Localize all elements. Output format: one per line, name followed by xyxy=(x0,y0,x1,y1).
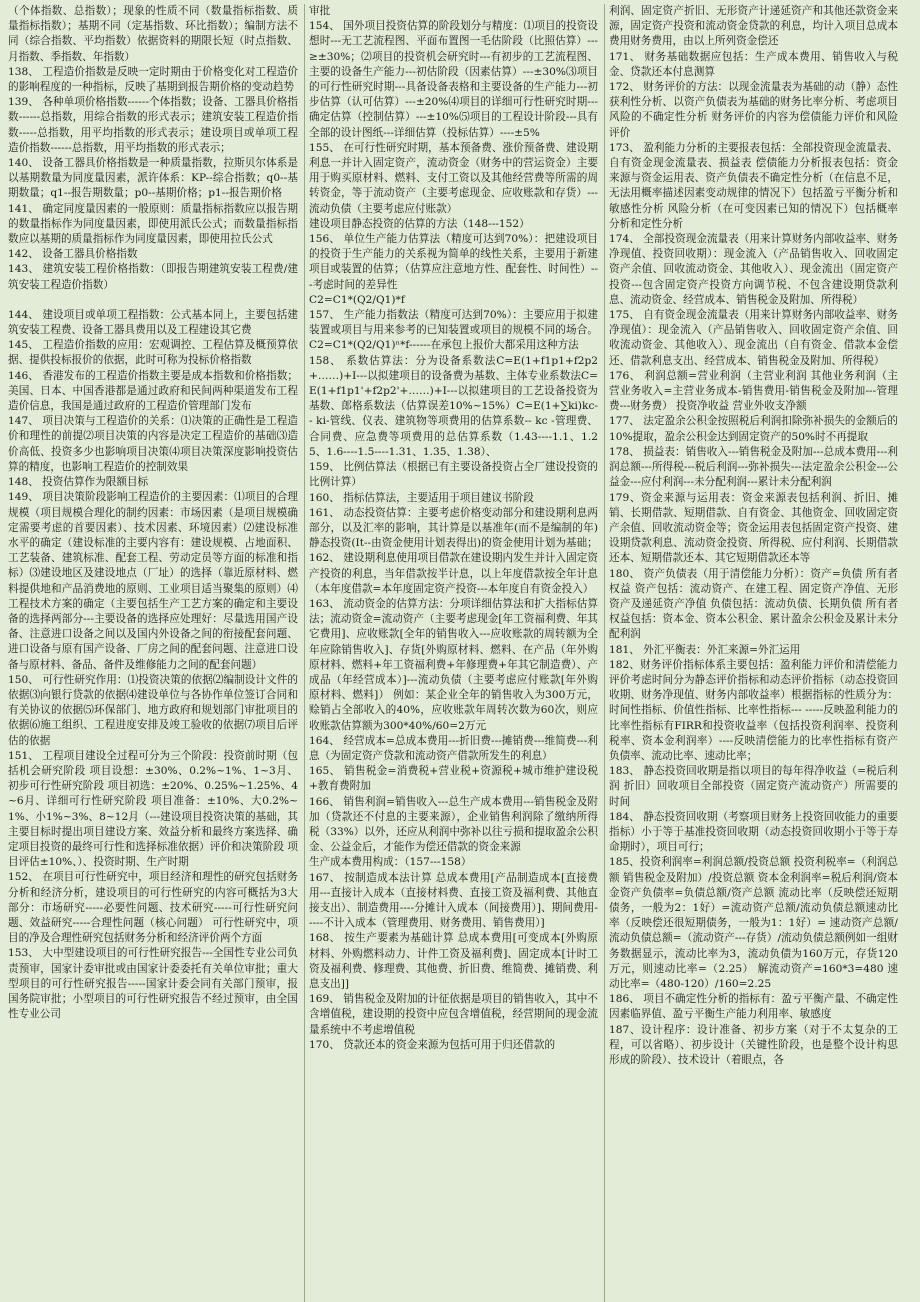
paragraph: 152、 在项目可行性研究中，项目经济和理性的研究包括财务分析和经济分析，建设项目的可行性研究的内容可概括为3大部分：市场研究-----必要性问题、技术研究-----可行性研究问题、效益研究-----合理性问题（核心问题） 可行性研究中，项目的净及合理性研究包括财务分析和经济评价两个方面 xyxy=(8,871,298,945)
paragraph: 173、 盈利能力分析的主要报表包括：全部投资现金流量表、自有资金现金流量表、损益表 偿债能力分析报表包括：资金来源与资金运用表、资产负债表不确定性分析（在信息不足，无法用概率描述因素变动规律的情况下）包括盈亏平衡分析和敏感性分析 风险分析（在可变因素已知的情况下）包括概率分析和定性分析 xyxy=(609,141,898,230)
paragraph: 145、 工程造价指数的应用：宏观调控、工程估算及概预算依据、提供投标报价的依据，此时可称为投标价格指数 xyxy=(8,339,298,367)
paragraph: 181、 外汇平衡表：外汇来源=外汇运用 xyxy=(609,643,801,656)
paragraph: 166、 销售利润=销售收入---总生产成本费用---销售税金及附加（贷款还不付息的主要来源），企业销售利润除了缴纳所得税（33%）以外，还应从利润中弥补以往亏损和提取盈余公积金、公益金后，才能作为偿还借款的资金来源 xyxy=(309,795,598,854)
paragraph: 186、 项目不确定性分析的指标有：盈亏平衡产量、不确定性因素临界值、盈亏平衡生产能力利用率、敏感度 xyxy=(609,993,898,1021)
paragraph: 177、 法定盈余公积金按照税后利润扣除弥补损失的金额后的10%提取，盈余公积金达到固定资产的50%时不再提取 xyxy=(609,415,898,443)
paragraph: 176、 利润总额=营业利润（主营业利润 其他业务利润（主营业务收入=主营业务成本-销售费用-销售税金及附加---管理费---财务费） 投资净收益 营业外收支净额 xyxy=(609,369,898,413)
paragraph: 142、 设备工器具价格指数 xyxy=(8,248,138,261)
paragraph xyxy=(8,293,298,308)
paragraph: 162、 建设期利息使用项目借款在建设期内发生并计入固定资产投资的利息，当年借款按半计息，以上年度借款按全年计息（本年度借款=本年度固定资产投资---本年度自有资金投入） xyxy=(309,552,598,595)
paragraph: 143、 建筑安装工程价格指数：（即报告期建筑安装工程费/建筑安装工程造价指数） xyxy=(8,263,298,291)
paragraph: 159、 比例估算法（根据已有主要设备投资占全厂建设投资的比例计算） xyxy=(309,461,598,489)
paragraph: 172、 财务评价的方法：以现金流量表为基础的动（静）态性获利性分析、以资产负债表为基础的财务比率分析、考虑项目风险的不确定性分析 财务评价的内容为偿债能力评价和风险评价 xyxy=(609,81,898,139)
paragraph: 175、 自有资金现金流量表（用来计算财务内部收益率、财务净现值）：现金流入（产品销售收入、回收固定资产余值、回收流动资金、其他收入）、现金流出（自有资金、借款本金偿还、借款利息支出、经营成本、销售税金及附加、所得税） xyxy=(609,309,898,367)
paragraph: 185、投资利润率=利润总额/投资总额 投资利税率=（利润总额 销售税金及附加）/投资总额 资本金利润率=税后利润/资本金资产负债率=负债总额/资产总额 流动比率（反映偿还短期债务，一般为2：1好）=流动资产总额/流动负债总额速动比率（反映偿还很短期债务，一般为1：1好）= 速动资产总额/流动负债总额=（流动资产---存货）/流动负债总额例如一组财务数据显示，流动比率为3，流动负债为160万元，存货120万元，则速动比率=（2.25） 解流动资产=160*3=480 速动比率=（480-120）/160=2.25 xyxy=(609,856,898,990)
paragraph: 138、 工程造价指数是反映一定时期由于价格变化对工程造价的影响程度的一种指标，反映了基期到报告期价格的变动趋势 xyxy=(8,65,298,94)
paragraph: 利润、固定资产折旧、无形资产计递延资产和其他还款资金来源，固定资产投资和流动资金贷款的利息，均计入项目总成本费用财务费用，由以上所列资金偿还 xyxy=(609,5,898,48)
paragraph: 审批 xyxy=(309,5,331,17)
paragraph: 171、 财务基础数据应包括：生产成本费用、销售收入与税金、贷款还本付息测算 xyxy=(609,50,898,78)
paragraph: 生产成本费用构成：（157---158） xyxy=(309,856,472,869)
paragraph: 169、 销售税金及附加的计征依据是项目的销售收入，其中不含增值税，建设期的投资中应包含增值税，经营期间的现金流量系统中不考虑增值税 xyxy=(309,993,598,1036)
paragraph: 141、 确定同度量因素的一般原则：质量指标指数应以报告期的数量指标作为同度量因素，即使用派氏公式；而数量指标指数应以基期的质量指标作为同度量因素，即使用拉氏公式 xyxy=(8,202,298,246)
paragraph: （个体指数、总指数）；现象的性质不同（数量指标指数、质量指标指数）；基期不同（定基指数、环比指数）；编制方法不同（综合指数、平均指数）依据资料的期限长短（时点指数、月指数、季指数、年指数） xyxy=(8,5,298,63)
paragraph: 167、 按制造成本法计算 总成本费用[产品制造成本[直接费用---直接计入成本（直接材料费、直接工资及福利费、其他直接支出）、制造费用----分摊计入成本（间接费用）]、期间费用-----不计入成本（管理费用、财务费用、销售费用）] xyxy=(309,871,598,930)
paragraph: 建设项目静态投资的估算的方法（148---152） xyxy=(309,217,530,230)
text-column-right xyxy=(604,4,904,1302)
paragraph: 153、 大中型建设项目的可行性研究报告---全国性专业公司负责预审，国家计委审批或由国家计委委托有关单位审批；重大型项目的可行性研究报告-----国家计委会同有关部门预审，报国务院审批；小型项目的可行性研究报告不经过预审，由全国性专业公司 xyxy=(8,947,298,1021)
paragraph: 157、 生产能力指数法（精度可达到70%）：主要应用于拟建装置或项目与用来参考的已知装置或项目的规模不同的场合。C2=C1*(Q2/Q1)ⁿ*f------在承包上报价大都采用这种方法 xyxy=(309,309,598,352)
paragraph: 165、 销售税金=消费税+营业税+资源税+城市维护建设税+教育费附加 xyxy=(309,765,598,793)
paragraph: 147、 项目决策与工程造价的关系：⑴决策的正确性是工程造价和理性的前提⑵项目决策的内容是决定工程造价的基础⑶造价高低、投资多少也影响项目决策⑷项目决策深度影响投资估算的精度，也影响工程造价的控制效果 xyxy=(8,415,298,473)
paragraph: 156、 单位生产能力估算法（精度可达到70%）：把建设项目的投资于生产能力的关系视为简单的线性关系，主要用于新建项目或装置的估算；（估算应注意地方性、配套性、时间性）---考虑时间的差异性 xyxy=(309,233,598,291)
paragraph: 155、 在可行性研究时期，基本预备费、涨价预备费、建设期利息一并计入固定资产，流动资金（财务中的营运资金）主要用于购买原材料、燃料、支付工资以及其他经营费等所需的周转资金，等于流动资产（主要考虑现金、应收账款和存货）---流动负债（主要考虑应付账款） xyxy=(309,141,598,215)
paragraph: 139、 各种单项价格指数------个体指数；设备、工器具价格指数------总指数，用综合指数的形式表示；建筑安装工程造价指数-----总指数，用平均指数的形式表示；建设项目或单项工程造价指数------总指数，用平均指数的形式表示； xyxy=(8,96,298,154)
paragraph: 161、 动态投资估算：主要考虑价格变动部分和建设期利息两部分，以及汇率的影响，其计算是以基准年(而不是编制的年)静态投资(It--由资金使用计划表得出)的资金使用计划为基础； xyxy=(309,506,598,550)
paragraph: 148、 投资估算作为限额目标 xyxy=(8,476,149,489)
paragraph: 187、设计程序：设计准备、初步方案（对于不太复杂的工程，可以省略）、初步设计（关键性阶段，也是整个设计构思形成的阶段）、技术设计（着眼点，各 xyxy=(609,1023,898,1067)
paragraph: 178、 损益表：销售收入---销售税金及附加---总成本费用---利润总额---所得税---税后利润---弥补损失---法定盈余公积金---公益金---应付利润---未分配利润---累计未分配利润 xyxy=(609,445,898,489)
paragraph: 158、 系数估算法：分为设备系数法C=E(1+f1p1+f2p2+……)+I---以拟建项目的设备费为基数、主体专业系数法C=E(1+f1p1'+f2p2'+……)+I---以拟建项目的工艺设备投资为基数、郎格系数法（估算误差10%~15%）C=E(1+∑ki)kc-- ki-管线、仪表、建筑物等项费用的估算系数-- kc -管理费、合同费、应急费等项费用的总估算系数（1.43----1.1、1.25、1.6----1.5----1.31、1.35、1.38）、 xyxy=(309,354,598,458)
paragraph: 180、 资产负债表（用于清偿能力分析）：资产=负债 所有者权益 资产包括：流动资产、在建工程、固定资产净值、无形资产及递延资产净值 负债包括：流动负债、长期负债 所有者权益包括：资本金、资本公积金、累计盈余公积金及累计未分配利润 xyxy=(609,567,898,641)
paragraph: 182、财务评价指标体系主要包括：盈利能力评价和清偿能力评价考虑时间分为静态评价指标和动态评价指标（动态投资回收期、财务净现值、财务内部收益率）根据指标的性质分为：时间性指标、价值性指标、比率性指标--- -----反映盈利能力的比率性指标有FIRR和投资收益率（包括投资利润率、投资利税率、资本金利润率）----反映清偿能力的比率性指标有资产负债率、流动比率、速动比率； xyxy=(609,658,898,762)
paragraph: 179、资金来源与运用表：资金来源表包括利润、折旧、摊销、长期借款、短期借款、自有资金、其他资金、回收固定资产余值、回收流动资金等；资金运用表包括固定资产投资、建设期贷款利息、流动资金投资、所得税、应付利润、长期借款还本、短期借款还本、其它短期借款还本等 xyxy=(609,491,898,565)
paragraph: 144、 建设项目或单项工程指数：公式基本同上，主要包括建筑安装工程费、设备工器具费用以及工程建设其它费 xyxy=(8,308,298,337)
paragraph: 146、 香港发布的工程造价指数主要是成本指数和价格指数；美国、日本、中国香港都是通过政府和民间两种渠道发布工程造价信息，我国是通过政府的工程造价管理部门发布 xyxy=(8,369,298,413)
paragraph: 151、 工程项目建设全过程可分为三个阶段：投资前时期（包括机会研究阶段 项目设想：±30%、0.2%~1%、1~3月、初步可行性研究阶段 项目初选：±20%、0.25%~1.25%、4~6月、详细可行性研究阶段 项目准备：±10%、大0.2%~1%、小1%~3%、8~12月（---建设项目投资决策的基础，其主要目标时提出项目建设方案、效益分析和最终方案选择、确定项目投资的最终可行性和选择标准依据）评价和决策阶段 项目评估±10%、）、投资时期、生产时期 xyxy=(8,749,298,869)
paragraph: 163、 流动资金的估算方法：分项详细估算法和扩大指标估算法；流动资金=流动资产（主要考虑现金[年工资福利费、年其它费用]、应收账款[全年的销售收入---应收账款的周转额为全年应除销售收入]、存货[外购原材料、燃料、在产品（年外购原材料、燃料+年工资福利费+年修理费+年其它制造费）、产成品（年经营成本）]---流动负债（主要考虑应付账款[年外购原材料、燃料]） 例如：某企业全年的销售收入为300万元，赊销占全部收入的40%，应收账款年周转次数为60次，则应收账款估算额为300*40%/60=2万元 xyxy=(309,597,598,732)
text-column-left xyxy=(4,4,304,1302)
paragraph: 149、 项目决策阶段影响工程造价的主要因素：⑴项目的合理规模（项目规模合理化的制约因素：市场因素（是项目规模确定需要考虑的首要因素）、技术因素、环境因素）⑵建设标准水平的确定（建设标准的主要内容有：建设规模、占地面积、工艺装备、建筑标准、配套工程、劳动定员等方面的标准和指标）⑶建设地区及建设地点（厂址）的选择（靠近原材料、燃料提供地和产品消费地的原则、工业项目适当聚集的原则）⑷工程技术方案的确定（主要包括生产工艺方案的确定和主要设备的选择两部分---主要设备的选择应处理好：尽量选用国产设备、注意进口设备之间以及国内外设备之间的衔接配套问题、进口设备与原有国产设备、厂房之间的配套问题、注意进口设备与原材料、备品、备件及维修能力之间的配套问题） xyxy=(8,491,298,671)
paragraph: 184、 静态投资回收期（考察项目财务上投资回收能力的重要指标）小于等于基准投资回收期（动态投资回收期小于等于寿命期时），项目可行； xyxy=(609,810,898,854)
text-column-middle xyxy=(304,4,604,1302)
paragraph: 150、 可行性研究作用：⑴投资决策的依据⑵编制设计文件的依据⑶向银行贷款的依据⑷建设单位与各协作单位签订合同和有关协议的依据⑸环保部门、地方政府和规划部门审批项目的依据⑹施工组织、工程进度安排及竣工验收的依据⑺项目后评估的依据 xyxy=(8,673,298,747)
paragraph: 154、 国外项目投资估算的阶段划分与精度：⑴项目的投资设想时---无工艺流程图、平面布置图一毛估阶段（比照估算）---≥±30%；⑵项目的投资机会研究时---有初步的工艺流程图、主要的设备生产能力---初估阶段（因素估算）---±30%⑶项目的可行性研究时期---具备设备表格和主要设备的生产能力---初步估算（认可估算）---±20%⑷项目的详细可行性研究时期---确定估算（控制估算）---±10%⑸项目的工程设计阶段---具有全部的设计图纸---详细估算（投标估算）----±5% xyxy=(309,20,598,139)
paragraph: 170、 贷款还本的资金来源为包括可用于归还借款的 xyxy=(309,1038,556,1051)
paragraph: C2=C1*(Q2/Q1)*f xyxy=(309,293,405,306)
paragraph: 160、 指标估算法，主要适用于项目建议书阶段 xyxy=(309,491,534,504)
paragraph: 140、 设备工器具价格指数是一种质量指数，拉斯贝尔体系是以基期数量为同度量因素，派许体系：KP--综合指数；q0--基期数量；q1--报告期数量；p0--基期价格；p1--报告期价格 xyxy=(8,157,298,200)
paragraph: 164、 经营成本=总成本费用---折旧费---摊销费---维简费---利息（为固定资产贷款和流动资产借款所发生的利息） xyxy=(309,734,598,762)
paragraph: 183、 静态投资回收期是指以项目的每年得净收益（=税后利润 折旧）回收项目全部投资（固定资产流动资产）所需要的时间 xyxy=(609,765,898,808)
paragraph: 168、 按生产要素为基础计算 总成本费用[可变成本[外购原材料、外购燃料动力、计件工资及福利费]、固定成本[计时工资及福利费、修理费、其他费、折旧费、维简费、摊销费、利息支出]] xyxy=(309,932,598,990)
paragraph: 174、 全部投资现金流量表（用来计算财务内部收益率、财务净现值、投资回收期）：现金流入（产品销售收入、回收固定资产余值、回收流动资金、其他收入）、现金流出（固定资产投资---包含固定资产投资方向调节税、不包含建设期贷款利息、流动资金、经营成本、销售税金及附加、所得税） xyxy=(609,233,898,306)
